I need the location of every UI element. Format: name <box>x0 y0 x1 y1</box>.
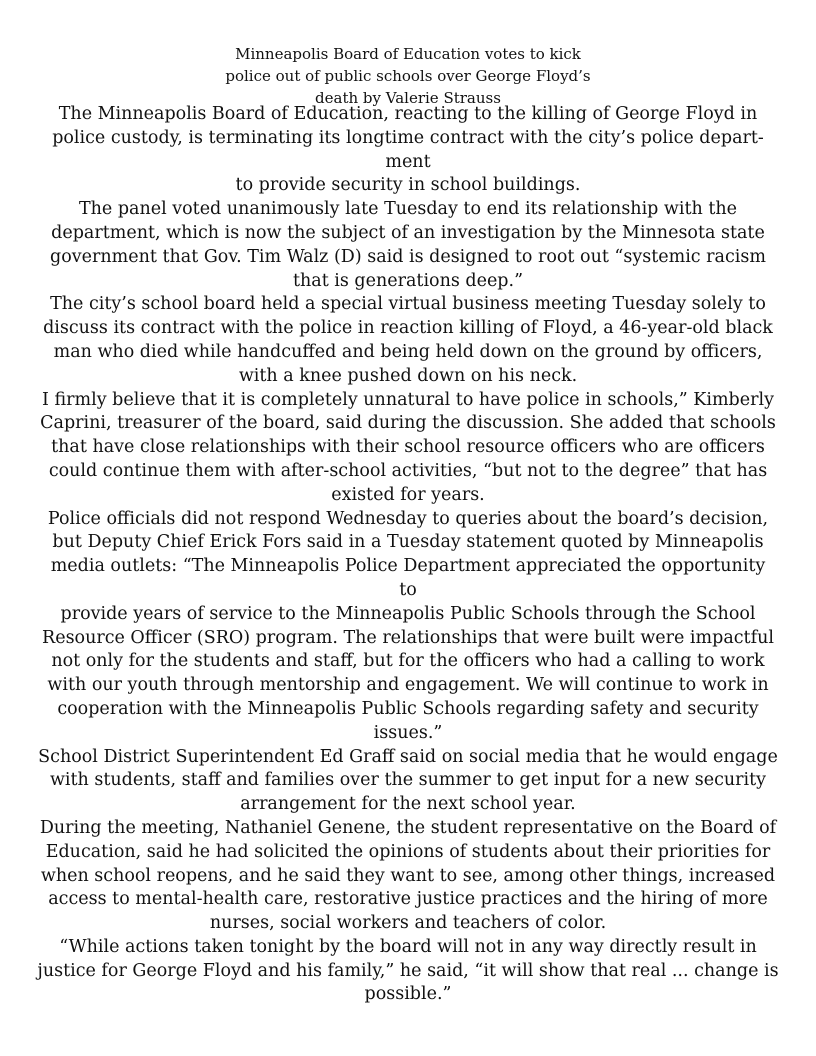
title-line: Minneapolis Board of Education votes to kick <box>235 45 581 63</box>
body-line: justice for George Floyd and his family,” he said, “it will show that real ... change is <box>37 960 779 981</box>
body-line: arrangement for the next school year. <box>240 794 576 815</box>
body-line: possible.” <box>364 984 452 1005</box>
body-line: with students, staff and families over the summer to get input for a new security <box>49 770 767 791</box>
body-line: School District Superintendent Ed Graff said on social media that he would engage <box>38 746 778 767</box>
body-line: provide years of service to the Minneapolis Public Schools through the School <box>60 603 756 624</box>
body-line: nurses, social workers and teachers of color. <box>209 913 607 934</box>
body-line: government that Gov. Tim Walz (D) said is designed to root out “systemic racism <box>50 246 766 267</box>
body-line: to <box>399 579 417 600</box>
body-line: that is generations deep.” <box>292 270 524 291</box>
body-line: issues.” <box>373 722 443 743</box>
body-line: not only for the students and staff, but for the officers who had a calling to work <box>51 651 765 672</box>
title-line: police out of public schools over George Floyd’s <box>225 67 591 85</box>
body-line: The Minneapolis Board of Education, reacting to the killing of George Floyd in <box>58 104 758 124</box>
body-line: Resource Officer (SRO) program. The relationships that were built were impactful <box>42 627 774 648</box>
body-line: that have close relationships with their school resource officers who are officers <box>51 437 765 458</box>
body-line: discuss its contract with the police in reaction killing of Floyd, a 46-year-old black <box>43 318 773 339</box>
body-line: police custody, is terminating its longtime contract with the city’s police depart- <box>52 127 764 148</box>
body-line: The panel voted unanimously late Tuesday to end its relationship with the <box>78 199 738 220</box>
body-line: cooperation with the Minneapolis Public Schools regarding safety and security <box>57 698 759 719</box>
body-line: I firmly believe that it is completely unnatural to have police in schools,” Kimberly <box>42 389 774 410</box>
body-line: could continue them with after-school activities, “but not to the degree” that has <box>48 460 768 481</box>
body-line: with our youth through mentorship and engagement. We will continue to work in <box>47 675 769 696</box>
body-line: existed for years. <box>331 484 485 505</box>
body-line: “While actions taken tonight by the board will not in any way directly result in <box>59 936 757 957</box>
body-line: Education, said he had solicited the opinions of students about their priorities for <box>45 841 771 862</box>
title-line: death by Valerie Strauss <box>315 89 501 107</box>
body-line: media outlets: “The Minneapolis Police Department appreciated the opportunity <box>50 556 766 577</box>
body-line: The city’s school board held a special virtual business meeting Tuesday solely to <box>50 294 766 315</box>
body-line: During the meeting, Nathaniel Genene, the student representative on the Board of <box>39 817 777 838</box>
body-line: ment <box>385 151 431 172</box>
body-line: when school reopens, and he said they want to see, among other things, increased <box>40 865 776 886</box>
body-line: but Deputy Chief Erick Fors said in a Tuesday statement quoted by Minneapolis <box>52 532 764 553</box>
body-line: access to mental-health care, restorative justice practices and the hiring of more <box>48 889 768 910</box>
article-body <box>0 103 816 1007</box>
body-line: with a knee pushed down on his neck. <box>238 365 578 386</box>
body-line: to provide security in school buildings. <box>235 175 581 196</box>
body-line: man who died while handcuffed and being held down on the ground by officers, <box>53 341 763 362</box>
body-line: department, which is now the subject of an investigation by the Minnesota state <box>51 222 765 243</box>
body-line: Caprini, treasurer of the board, said during the discussion. She added that schools <box>40 413 776 434</box>
body-line: Police officials did not respond Wednesday to queries about the board’s decision, <box>47 508 769 529</box>
article-title <box>0 43 816 109</box>
